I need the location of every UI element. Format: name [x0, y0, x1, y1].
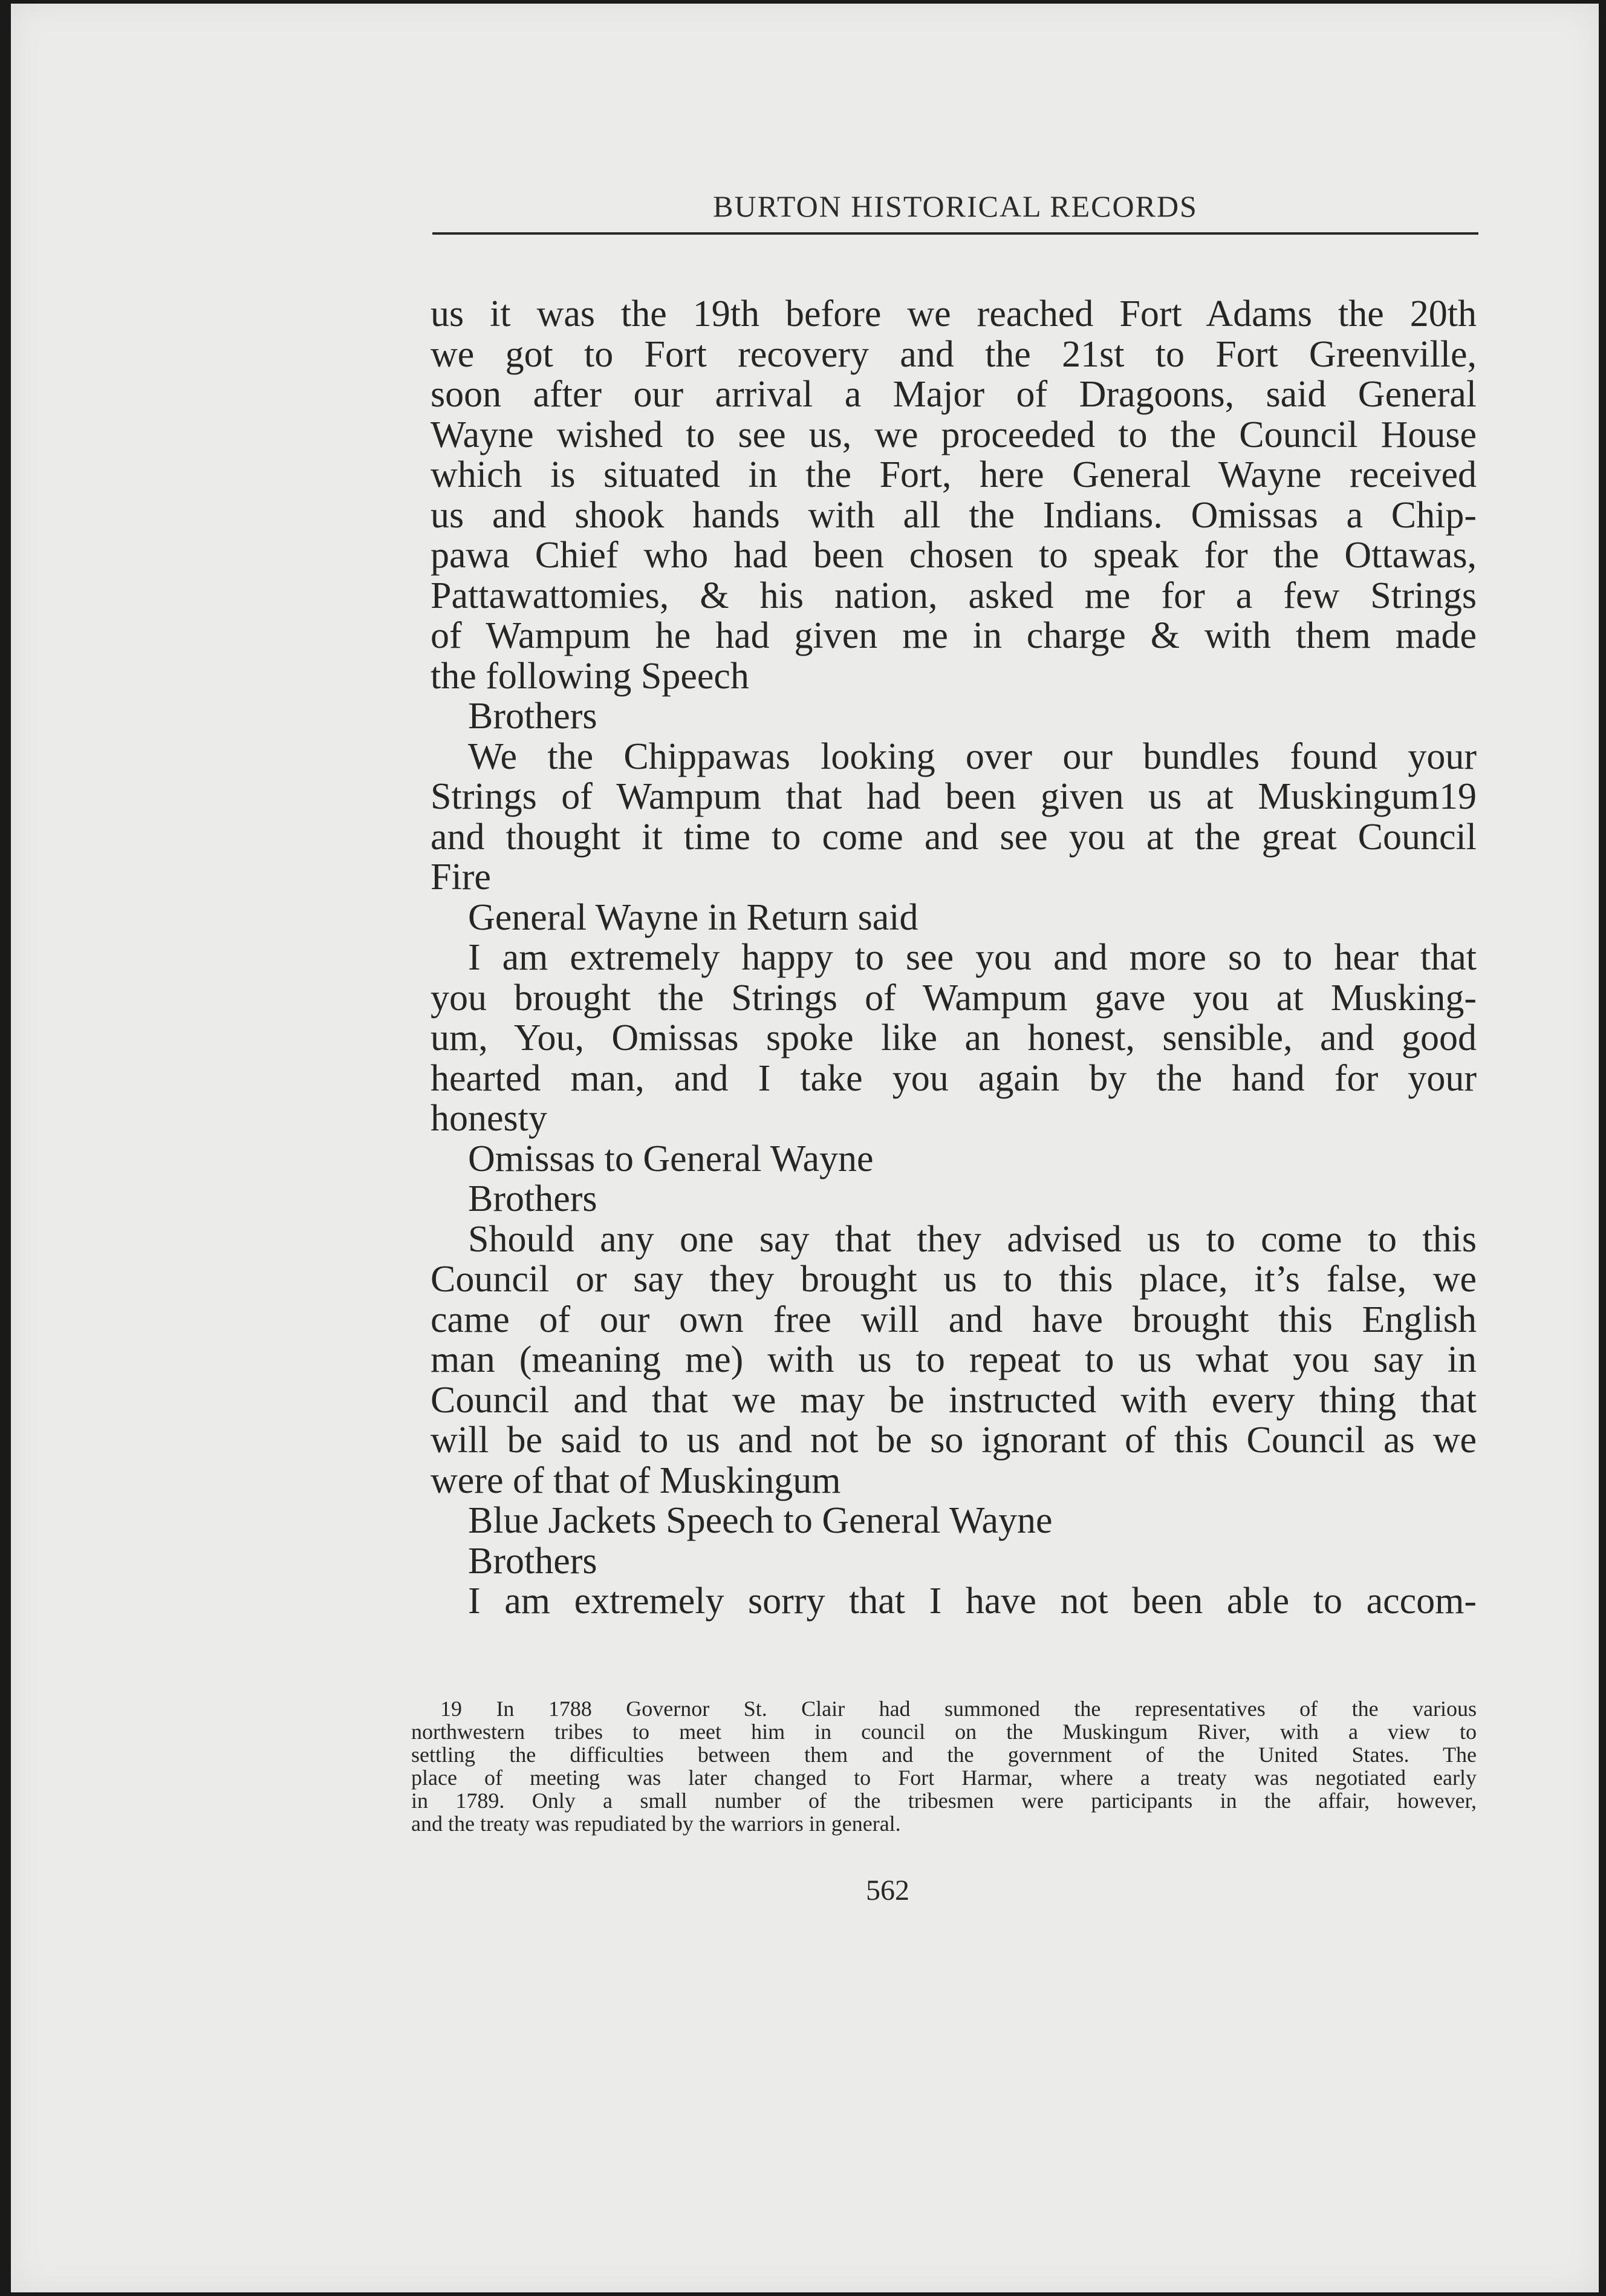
text-line: Fire	[431, 856, 491, 898]
text-line: were of that of Muskingum	[431, 1459, 841, 1501]
footnote-line: northwestern tribes to meet him in council on the Muskingum River, with a view to	[411, 1720, 1477, 1744]
footnote-line: in 1789. Only a small number of the tribesmen were participants in the affair, however,	[411, 1789, 1477, 1813]
text-line: General Wayne in Return said	[468, 896, 918, 938]
text-line: which is situated in the Fort, here General Wayne received	[431, 454, 1477, 495]
text-line: hearted man, and I take you again by the hand for your	[431, 1057, 1477, 1099]
text-line: soon after our arrival a Major of Dragoons, said General	[431, 374, 1477, 415]
text-line: the following Speech	[431, 655, 749, 697]
text-line: you brought the Strings of Wampum gave you at Musking-	[431, 977, 1477, 1019]
text-line: Council and that we may be instructed with every thing that	[431, 1379, 1477, 1421]
text-line: of Wampum he had given me in charge & with them made	[431, 615, 1477, 656]
text-line: Brothers	[468, 1540, 597, 1582]
footnote-line: settling the difficulties between them and the government of the United States. The	[411, 1743, 1477, 1767]
text-line: honesty	[431, 1098, 547, 1139]
page-number: 562	[866, 1874, 909, 1906]
text-line: Wayne wished to see us, we proceeded to the Council House	[431, 414, 1477, 455]
body-text	[431, 294, 1477, 1622]
text-line: I am extremely sorry that I have not been able to accom-	[468, 1580, 1477, 1622]
running-header	[432, 189, 1478, 235]
text-line: will be said to us and not be so ignorant of this Council as we	[431, 1420, 1477, 1461]
text-line: Pattawattomies, & his nation, asked me for a few Strings	[431, 575, 1477, 616]
text-line: us it was the 19th before we reached Fort Adams the 20th	[431, 293, 1477, 334]
text-line: Council or say they brought us to this place, it’s false, we	[431, 1259, 1477, 1300]
text-line: we got to Fort recovery and the 21st to Fort Greenville,	[431, 333, 1477, 375]
text-line: um, You, Omissas spoke like an honest, sensible, and good	[431, 1017, 1477, 1058]
text-line: We the Chippawas looking over our bundles found your	[468, 735, 1477, 777]
text-line: Blue Jackets Speech to General Wayne	[468, 1500, 1053, 1541]
text-line: us and shook hands with all the Indians. Omissas a Chip-	[431, 494, 1477, 536]
footnote	[411, 1697, 1477, 1835]
running-title: BURTON HISTORICAL RECORDS	[713, 189, 1198, 223]
document-page	[11, 4, 1599, 2292]
text-line: Brothers	[468, 1178, 597, 1219]
text-line: pawa Chief who had been chosen to speak for the Ottawas,	[431, 535, 1477, 576]
text-line: and thought it time to come and see you at the great Council	[431, 816, 1477, 858]
footnote-line: and the treaty was repudiated by the warriors in general.	[411, 1812, 901, 1836]
text-line: Brothers	[468, 696, 597, 737]
text-line: Omissas to General Wayne	[468, 1138, 874, 1179]
text-line: man (meaning me) with us to repeat to us what you say in	[431, 1339, 1477, 1380]
text-line: Strings of Wampum that had been given us at Muskingum19	[431, 776, 1477, 817]
footnote-line: place of meeting was later changed to Fort Harmar, where a treaty was negotiated early	[411, 1766, 1477, 1790]
text-line: Should any one say that they advised us to come to this	[468, 1218, 1477, 1260]
text-line: came of our own free will and have brought this English	[431, 1299, 1477, 1340]
footnote-line: 19 In 1788 Governor St. Clair had summoned the representatives of the various	[440, 1697, 1477, 1721]
text-line: I am extremely happy to see you and more so to hear that	[468, 937, 1477, 978]
